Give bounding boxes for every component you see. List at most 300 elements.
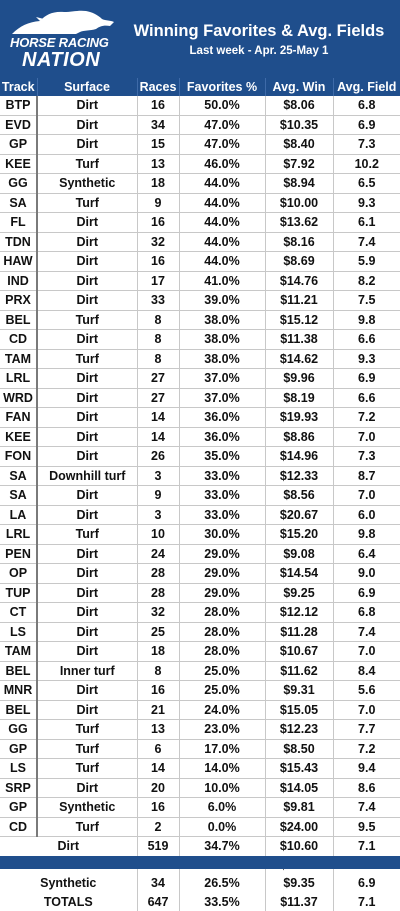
track-cell: TDN [0,232,37,252]
favorites-pct-cell: 44.0% [179,174,265,194]
avg-win-cell: $11.38 [265,330,333,350]
races-cell: 26 [137,447,179,467]
table-row [0,583,400,603]
avg-win-cell: $8.40 [265,135,333,155]
surface-cell: Turf [37,193,137,213]
races-cell: 8 [137,661,179,681]
summary-row [0,874,400,893]
surface-cell: Turf [37,154,137,174]
column-header-favorites-pct: Favorites % [179,78,265,96]
surface-cell: Dirt [37,252,137,272]
favorites-pct-cell: 36.0% [179,408,265,428]
races-cell: 32 [137,603,179,623]
track-cell: BEL [0,661,37,681]
summary-favorites-pct-cell: 26.5% [179,874,265,893]
table-row [0,271,400,291]
track-cell: SA [0,466,37,486]
avg-win-cell: $14.54 [265,564,333,584]
avg-field-cell: 7.7 [333,720,400,740]
favorites-pct-cell: 25.0% [179,661,265,681]
table-row [0,564,400,584]
track-cell: WRD [0,388,37,408]
table-row [0,622,400,642]
races-cell: 25 [137,622,179,642]
avg-win-cell: $8.56 [265,486,333,506]
races-cell: 10 [137,525,179,545]
surface-cell: Dirt [37,544,137,564]
track-cell: GP [0,798,37,818]
avg-win-cell: $10.00 [265,193,333,213]
avg-field-cell: 6.8 [333,96,400,115]
surface-cell: Dirt [37,408,137,428]
table-row [0,505,400,525]
summary-races-cell: 34 [137,874,179,893]
races-cell: 13 [137,720,179,740]
track-cell: FL [0,213,37,233]
footer-bar [0,856,400,869]
surface-cell: Turf [37,525,137,545]
favorites-pct-cell: 39.0% [179,291,265,311]
summary-avg-field-cell: 7.1 [333,893,400,911]
surface-cell: Dirt [37,232,137,252]
avg-field-cell: 7.5 [333,291,400,311]
favorites-pct-cell: 35.0% [179,447,265,467]
table-row [0,700,400,720]
table-row [0,525,400,545]
avg-field-cell: 9.5 [333,817,400,837]
avg-win-cell: $11.62 [265,661,333,681]
favorites-pct-cell: 38.0% [179,349,265,369]
races-cell: 32 [137,232,179,252]
avg-win-cell: $8.16 [265,232,333,252]
surface-cell: Turf [37,759,137,779]
avg-field-cell: 6.9 [333,583,400,603]
avg-win-cell: $8.50 [265,739,333,759]
avg-field-cell: 6.8 [333,603,400,623]
track-cell: SA [0,486,37,506]
surface-cell: Downhill turf [37,466,137,486]
avg-field-cell: 7.2 [333,408,400,428]
races-cell: 27 [137,388,179,408]
avg-win-cell: $14.62 [265,349,333,369]
favorites-pct-cell: 41.0% [179,271,265,291]
table-row [0,739,400,759]
favorites-pct-cell: 28.0% [179,603,265,623]
table-row [0,330,400,350]
races-cell: 14 [137,408,179,428]
logo-text-line1: HORSE RACING [10,35,109,50]
track-cell: GP [0,739,37,759]
favorites-pct-cell: 10.0% [179,778,265,798]
summary-favorites-pct-cell: 33.5% [179,893,265,911]
avg-field-cell: 6.6 [333,330,400,350]
track-cell: GG [0,174,37,194]
column-header-avg-field: Avg. Field [333,78,400,96]
avg-win-cell: $14.76 [265,271,333,291]
avg-win-cell: $19.93 [265,408,333,428]
track-cell: SRP [0,778,37,798]
avg-win-cell: $15.20 [265,525,333,545]
avg-field-cell: 8.4 [333,661,400,681]
surface-cell: Dirt [37,583,137,603]
avg-win-cell: $8.86 [265,427,333,447]
favorites-pct-cell: 28.0% [179,622,265,642]
summary-label-cell: TOTALS [0,893,137,911]
summary-favorites-pct-cell: 34.7% [179,837,265,856]
logo [6,8,118,72]
favorites-pct-cell: 44.0% [179,232,265,252]
surface-cell: Dirt [37,330,137,350]
races-cell: 18 [137,642,179,662]
table-row [0,96,400,115]
avg-field-cell: 6.5 [333,174,400,194]
surface-cell: Dirt [37,213,137,233]
track-cell: KEE [0,427,37,447]
track-cell: GP [0,135,37,155]
table-row [0,193,400,213]
surface-cell: Synthetic [37,174,137,194]
races-cell: 20 [137,778,179,798]
races-cell: 6 [137,739,179,759]
track-cell: TUP [0,583,37,603]
avg-field-cell: 6.0 [333,505,400,525]
track-cell: CD [0,330,37,350]
table-row [0,135,400,155]
favorites-pct-cell: 50.0% [179,96,265,115]
favorites-pct-cell: 37.0% [179,369,265,389]
avg-win-cell: $12.23 [265,720,333,740]
avg-win-cell: $14.05 [265,778,333,798]
favorites-pct-cell: 38.0% [179,330,265,350]
table-row [0,369,400,389]
avg-win-cell: $11.21 [265,291,333,311]
avg-field-cell: 7.4 [333,232,400,252]
surface-cell: Dirt [37,388,137,408]
track-cell: OP [0,564,37,584]
track-cell: PEN [0,544,37,564]
races-cell: 8 [137,310,179,330]
track-cell: CD [0,817,37,837]
favorites-pct-cell: 23.0% [179,720,265,740]
avg-field-cell: 7.2 [333,739,400,759]
track-cell: MNR [0,681,37,701]
surface-cell: Dirt [37,115,137,135]
avg-win-cell: $8.94 [265,174,333,194]
table-row [0,213,400,233]
table-row [0,388,400,408]
surface-cell: Dirt [37,700,137,720]
surface-cell: Synthetic [37,798,137,818]
column-header-surface: Surface [37,78,137,96]
avg-win-cell: $9.25 [265,583,333,603]
table-row [0,642,400,662]
avg-field-cell: 9.8 [333,525,400,545]
races-cell: 15 [137,135,179,155]
surface-cell: Dirt [37,427,137,447]
table-row [0,661,400,681]
avg-win-cell: $24.00 [265,817,333,837]
races-cell: 18 [137,174,179,194]
table-row [0,252,400,272]
surface-cell: Turf [37,739,137,759]
summary-avg-win-cell: $10.60 [265,837,333,856]
page-subtitle: Last week - Apr. 25-May 1 [122,45,396,57]
avg-field-cell: 6.4 [333,544,400,564]
avg-win-cell: $9.96 [265,369,333,389]
races-cell: 8 [137,330,179,350]
avg-win-cell: $9.31 [265,681,333,701]
track-cell: HAW [0,252,37,272]
surface-cell: Dirt [37,96,137,115]
track-cell: PRX [0,291,37,311]
races-cell: 24 [137,544,179,564]
table-row [0,232,400,252]
races-cell: 14 [137,427,179,447]
races-cell: 27 [137,369,179,389]
races-cell: 13 [137,154,179,174]
avg-win-cell: $7.92 [265,154,333,174]
avg-field-cell: 9.3 [333,349,400,369]
surface-cell: Dirt [37,271,137,291]
races-cell: 2 [137,817,179,837]
summary-avg-field-cell: 7.1 [333,837,400,856]
favorites-pct-cell: 28.0% [179,642,265,662]
avg-field-cell: 7.0 [333,642,400,662]
track-cell: EVD [0,115,37,135]
table-row [0,817,400,837]
surface-cell: Dirt [37,681,137,701]
favorites-pct-cell: 36.0% [179,427,265,447]
track-cell: KEE [0,154,37,174]
favorites-pct-cell: 29.0% [179,564,265,584]
table-header-row [0,78,400,96]
header [0,0,400,78]
avg-win-cell: $14.96 [265,447,333,467]
avg-field-cell: 8.2 [333,271,400,291]
surface-cell: Dirt [37,642,137,662]
favorites-pct-cell: 30.0% [179,525,265,545]
table-row [0,291,400,311]
avg-win-cell: $8.19 [265,388,333,408]
favorites-pct-cell: 46.0% [179,154,265,174]
avg-field-cell: 10.2 [333,154,400,174]
favorites-pct-cell: 37.0% [179,388,265,408]
summary-races-cell: 519 [137,837,179,856]
avg-win-cell: $9.08 [265,544,333,564]
surface-cell: Turf [37,310,137,330]
table-row [0,115,400,135]
favorites-pct-cell: 6.0% [179,798,265,818]
surface-cell: Dirt [37,564,137,584]
favorites-pct-cell: 0.0% [179,817,265,837]
avg-field-cell: 5.6 [333,681,400,701]
avg-win-cell: $15.05 [265,700,333,720]
summary-row [0,837,400,856]
favorites-pct-cell: 44.0% [179,193,265,213]
table-row [0,427,400,447]
table-row [0,466,400,486]
summary-row [0,893,400,911]
avg-field-cell: 6.1 [333,213,400,233]
surface-cell: Dirt [37,505,137,525]
races-cell: 16 [137,213,179,233]
favorites-pct-cell: 25.0% [179,681,265,701]
track-cell: SA [0,193,37,213]
avg-field-cell: 7.3 [333,447,400,467]
avg-field-cell: 9.3 [333,193,400,213]
track-cell: TAM [0,642,37,662]
avg-field-cell: 8.7 [333,466,400,486]
track-cell: LRL [0,525,37,545]
track-cell: CT [0,603,37,623]
avg-field-cell: 7.0 [333,486,400,506]
table-row [0,447,400,467]
surface-cell: Turf [37,720,137,740]
avg-field-cell: 6.9 [333,369,400,389]
surface-cell: Dirt [37,778,137,798]
races-cell: 9 [137,486,179,506]
races-cell: 3 [137,505,179,525]
favorites-table [0,78,400,911]
surface-cell: Dirt [37,291,137,311]
avg-win-cell: $10.35 [265,115,333,135]
favorites-pct-cell: 47.0% [179,135,265,155]
favorites-pct-cell: 47.0% [179,115,265,135]
summary-avg-win-cell: $11.37 [265,893,333,911]
favorites-pct-cell: 33.0% [179,466,265,486]
column-header-track: Track [0,78,37,96]
table-row [0,154,400,174]
races-cell: 8 [137,349,179,369]
logo-text-line2: NATION [22,49,100,72]
avg-field-cell: 5.9 [333,252,400,272]
table-row [0,759,400,779]
table-row [0,544,400,564]
races-cell: 16 [137,798,179,818]
track-cell: LA [0,505,37,525]
races-cell: 33 [137,291,179,311]
avg-field-cell: 7.4 [333,798,400,818]
table-row [0,174,400,194]
avg-field-cell: 6.6 [333,388,400,408]
favorites-pct-cell: 17.0% [179,739,265,759]
avg-field-cell: 7.4 [333,622,400,642]
track-cell: LRL [0,369,37,389]
summary-label-cell: Synthetic [0,874,137,893]
track-cell: BEL [0,310,37,330]
races-cell: 28 [137,583,179,603]
avg-win-cell: $12.33 [265,466,333,486]
summary-races-cell: 647 [137,893,179,911]
summary-avg-win-cell: $9.35 [265,874,333,893]
table-row [0,681,400,701]
races-cell: 16 [137,252,179,272]
avg-field-cell: 6.9 [333,115,400,135]
avg-field-cell: 9.0 [333,564,400,584]
avg-win-cell: $15.12 [265,310,333,330]
table-body [0,96,400,911]
avg-field-cell: 8.6 [333,778,400,798]
favorites-pct-cell: 29.0% [179,544,265,564]
favorites-pct-cell: 29.0% [179,583,265,603]
track-cell: LS [0,759,37,779]
table-row [0,798,400,818]
track-cell: LS [0,622,37,642]
avg-win-cell: $8.06 [265,96,333,115]
table-row [0,778,400,798]
surface-cell: Turf [37,349,137,369]
races-cell: 17 [137,271,179,291]
column-header-avg-win: Avg. Win [265,78,333,96]
races-cell: 3 [137,466,179,486]
summary-label-cell: Dirt [0,837,137,856]
favorites-pct-cell: 44.0% [179,213,265,233]
surface-cell: Dirt [37,603,137,623]
favorites-pct-cell: 33.0% [179,486,265,506]
avg-win-cell: $15.43 [265,759,333,779]
table-row [0,310,400,330]
table-row [0,720,400,740]
table-row [0,603,400,623]
table-row [0,408,400,428]
avg-field-cell: 7.0 [333,427,400,447]
track-cell: BEL [0,700,37,720]
track-cell: BTP [0,96,37,115]
surface-cell: Dirt [37,369,137,389]
surface-cell: Dirt [37,135,137,155]
surface-cell: Turf [37,817,137,837]
avg-field-cell: 9.4 [333,759,400,779]
races-cell: 16 [137,96,179,115]
favorites-pct-cell: 44.0% [179,252,265,272]
horse-logo-icon [6,8,118,38]
table-row [0,349,400,369]
avg-field-cell: 7.3 [333,135,400,155]
track-cell: FON [0,447,37,467]
avg-win-cell: $13.62 [265,213,333,233]
favorites-pct-cell: 14.0% [179,759,265,779]
races-cell: 21 [137,700,179,720]
surface-cell: Inner turf [37,661,137,681]
track-cell: FAN [0,408,37,428]
favorites-pct-cell: 38.0% [179,310,265,330]
avg-win-cell: $9.81 [265,798,333,818]
avg-win-cell: $10.67 [265,642,333,662]
column-header-races: Races [137,78,179,96]
races-cell: 14 [137,759,179,779]
avg-win-cell: $8.69 [265,252,333,272]
page-title: Winning Favorites & Avg. Fields [122,22,396,41]
track-cell: IND [0,271,37,291]
races-cell: 34 [137,115,179,135]
races-cell: 16 [137,681,179,701]
avg-field-cell: 9.8 [333,310,400,330]
favorites-pct-cell: 33.0% [179,505,265,525]
favorites-pct-cell: 24.0% [179,700,265,720]
avg-win-cell: $11.28 [265,622,333,642]
surface-cell: Dirt [37,622,137,642]
races-cell: 9 [137,193,179,213]
surface-cell: Dirt [37,447,137,467]
races-cell: 28 [137,564,179,584]
surface-cell: Dirt [37,486,137,506]
table-row [0,486,400,506]
track-cell: TAM [0,349,37,369]
avg-win-cell: $12.12 [265,603,333,623]
avg-field-cell: 7.0 [333,700,400,720]
avg-win-cell: $20.67 [265,505,333,525]
summary-avg-field-cell: 6.9 [333,874,400,893]
